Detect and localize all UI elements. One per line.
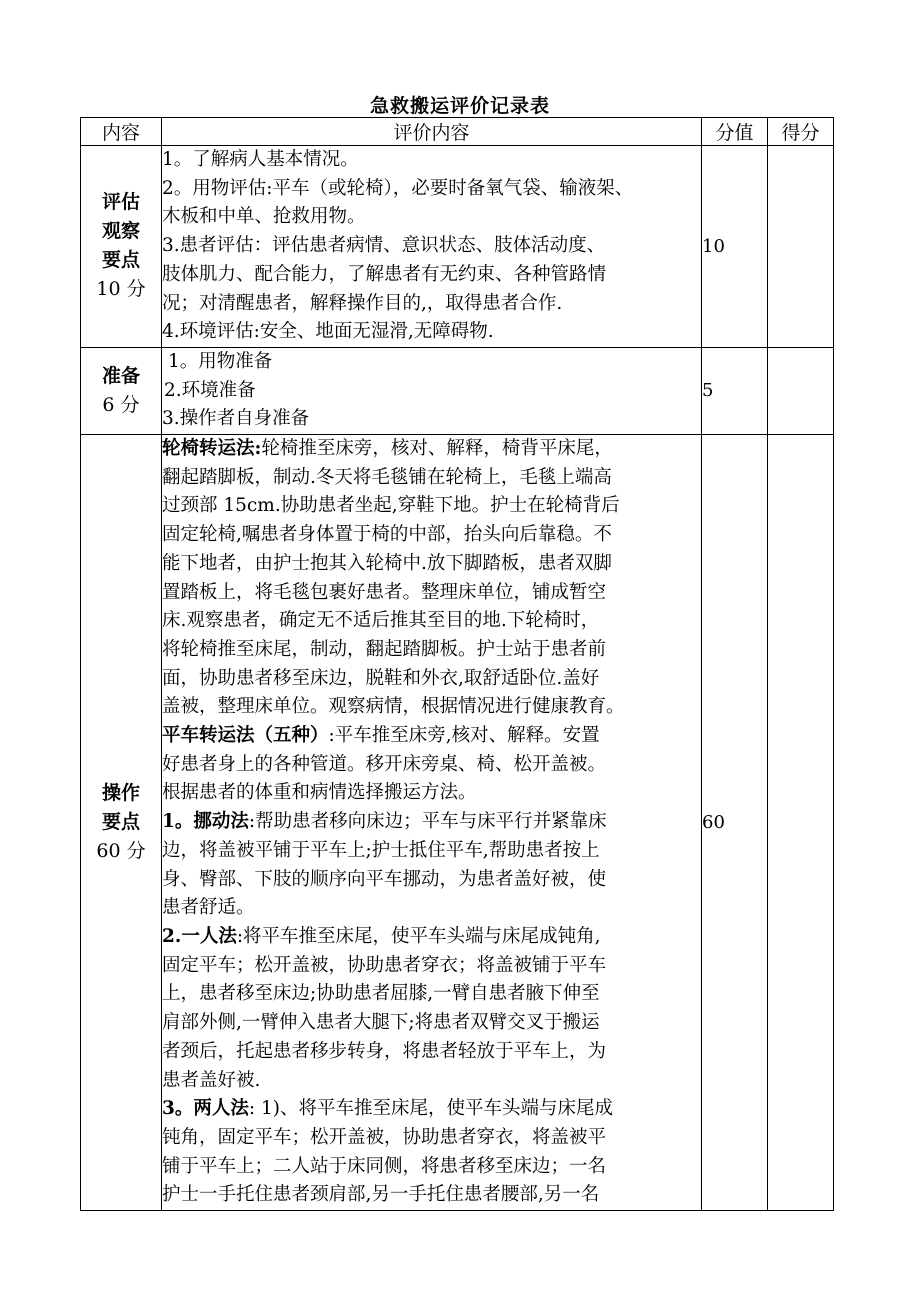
content-line: [162, 923, 701, 952]
content-line: 能下地者，由护士抱其入轮椅中.放下脚踏板，患者双脚: [162, 552, 612, 574]
header-got-score: 得分: [768, 118, 834, 146]
content-line: 肩部外侧,一臂伸入患者大腿下;将患者双臂交叉于搬运: [162, 1012, 600, 1034]
content-line: [162, 722, 701, 751]
category-label: 评估: [101, 191, 140, 214]
content-line: 木板和中单、抢救用物。: [162, 206, 366, 228]
table-header-row: [81, 118, 834, 146]
content-line: 者颈后，托起患者移步转身，将患者轻放于平车上，为: [162, 1040, 607, 1062]
content-line: 固定轮椅,嘱患者身体置于椅的中部，抬头向后靠稳。不: [162, 524, 612, 546]
content-cell-operation: [162, 435, 702, 1211]
category-points: 10 分: [96, 278, 146, 301]
score-value: 60: [702, 435, 768, 1211]
section-heading-wheelchair: 轮椅转运法:: [162, 438, 262, 460]
got-score-cell: [768, 435, 834, 1211]
content-line: 患者盖好被.: [162, 1069, 261, 1091]
document-title: 急救搬运评价记录表: [369, 95, 550, 117]
content-text: :帮助患者移向床边；平车与床平行并紧靠床: [248, 811, 607, 833]
content-line: [162, 435, 701, 464]
content-line: 肢体肌力、配合能力，了解患者有无约束、各种管路情: [162, 263, 607, 285]
category-cell-assessment: [81, 146, 162, 348]
section-heading-method-3: 3。两人法: [162, 1098, 249, 1120]
evaluation-table: [80, 117, 834, 1211]
category-label: 观察: [101, 220, 140, 243]
header-score: 分值: [702, 118, 768, 146]
table-row-operation: [81, 435, 834, 1211]
category-label: 要点: [101, 249, 140, 272]
content-line: 过颈部 15cm.协助患者坐起,穿鞋下地。护士在轮椅背后: [162, 495, 620, 517]
content-line: [162, 808, 701, 837]
got-score-cell: [768, 347, 834, 434]
section-heading-stretcher: 平车转运法（五种）: [162, 725, 329, 747]
content-line: 将轮椅推至床尾，制动，翻起踏脚板。护士站于患者前: [162, 638, 607, 660]
category-label: 操作: [101, 782, 140, 805]
content-line: 钝角，固定平车；松开盖被，协助患者穿衣，将盖被平: [162, 1126, 607, 1148]
score-value: 5: [702, 347, 768, 434]
content-cell-assessment: [162, 146, 702, 348]
content-text: : 1)、将平车推至床尾，使平车头端与床尾成: [248, 1098, 613, 1120]
content-line: 翻起踏脚板，制动.冬天将毛毯铺在轮椅上，毛毯上端高: [162, 466, 612, 488]
category-label: 准备: [101, 364, 140, 387]
content-line: 好患者身上的各种管道。移开床旁桌、椅、松开盖被。: [162, 753, 607, 775]
content-line: [162, 1095, 701, 1124]
content-line: 况；对清醒患者，解释操作目的,，取得患者合作.: [162, 292, 563, 314]
content-text: :平车推至床旁,核对、解释。安置: [328, 725, 600, 747]
content-line: 盖被，整理床单位。观察病情，根据情况进行健康教育。: [162, 696, 625, 718]
content-text: 轮椅推至床旁，核对、解释，椅背平床尾，: [261, 438, 613, 460]
category-points: 6 分: [102, 393, 140, 416]
header-category: 内容: [81, 118, 162, 146]
content-line: 患者舒适。: [162, 897, 255, 919]
table-row-preparation: [81, 347, 834, 434]
content-line: 面，协助患者移至床边，脱鞋和外衣,取舒适卧位.盖好: [162, 667, 600, 689]
content-line: 上，患者移至床边;协助患者屈膝,一臂自患者腋下伸至: [162, 983, 600, 1005]
content-line: 根据患者的体重和病情选择搬运方法。: [162, 782, 477, 804]
content-line: 置踏板上，将毛毯包裹好患者。整理床单位，铺成暂空: [162, 581, 607, 603]
category-cell-preparation: [81, 347, 162, 434]
section-heading-method-1: 1。挪动法: [162, 811, 249, 833]
header-content: 评价内容: [162, 118, 702, 146]
content-line: 1。了解病人基本情况。: [162, 149, 359, 170]
content-text: :将平车推至床尾，使平车头端与床尾成钝角,: [236, 925, 601, 947]
content-line: 3.操作者自身准备: [162, 408, 310, 430]
table-row-assessment: [81, 146, 834, 348]
content-line: 2.环境准备: [164, 379, 256, 401]
content-line: 身、臀部、下肢的顺序向平车挪动，为患者盖好被，使: [162, 868, 607, 890]
content-line: 床.观察患者，确定无不适后推其至目的地.下轮椅时，: [162, 610, 600, 632]
content-line: 4.环境评估:安全、地面无湿滑,无障碍物.: [162, 321, 494, 343]
content-line: 固定平车；松开盖被，协助患者穿衣；将盖被铺于平车: [162, 954, 607, 976]
category-points: 60 分: [96, 840, 146, 863]
content-line: 3.患者评估：评估患者病情、意识状态、肢体活动度、: [162, 235, 606, 257]
category-cell-operation: [81, 435, 162, 1211]
content-line: 铺于平车上；二人站于床同侧，将患者移至床边；一名: [162, 1155, 607, 1177]
content-line: 2。用物评估:平车（或轮椅），必要时备氧气袋、输液架、: [162, 177, 634, 199]
content-line: 1。用物准备: [168, 350, 273, 372]
category-label: 要点: [101, 811, 140, 834]
got-score-cell: [768, 146, 834, 348]
section-heading-method-2: 2.一人法: [162, 925, 237, 947]
score-value: 10: [702, 146, 768, 348]
content-cell-preparation: [162, 347, 702, 434]
content-line: 护士一手托住患者颈肩部,另一手托住患者腰部,另一名: [162, 1184, 600, 1206]
content-line: 边，将盖被平铺于平车上;护士抵住平车,帮助患者按上: [162, 839, 600, 861]
